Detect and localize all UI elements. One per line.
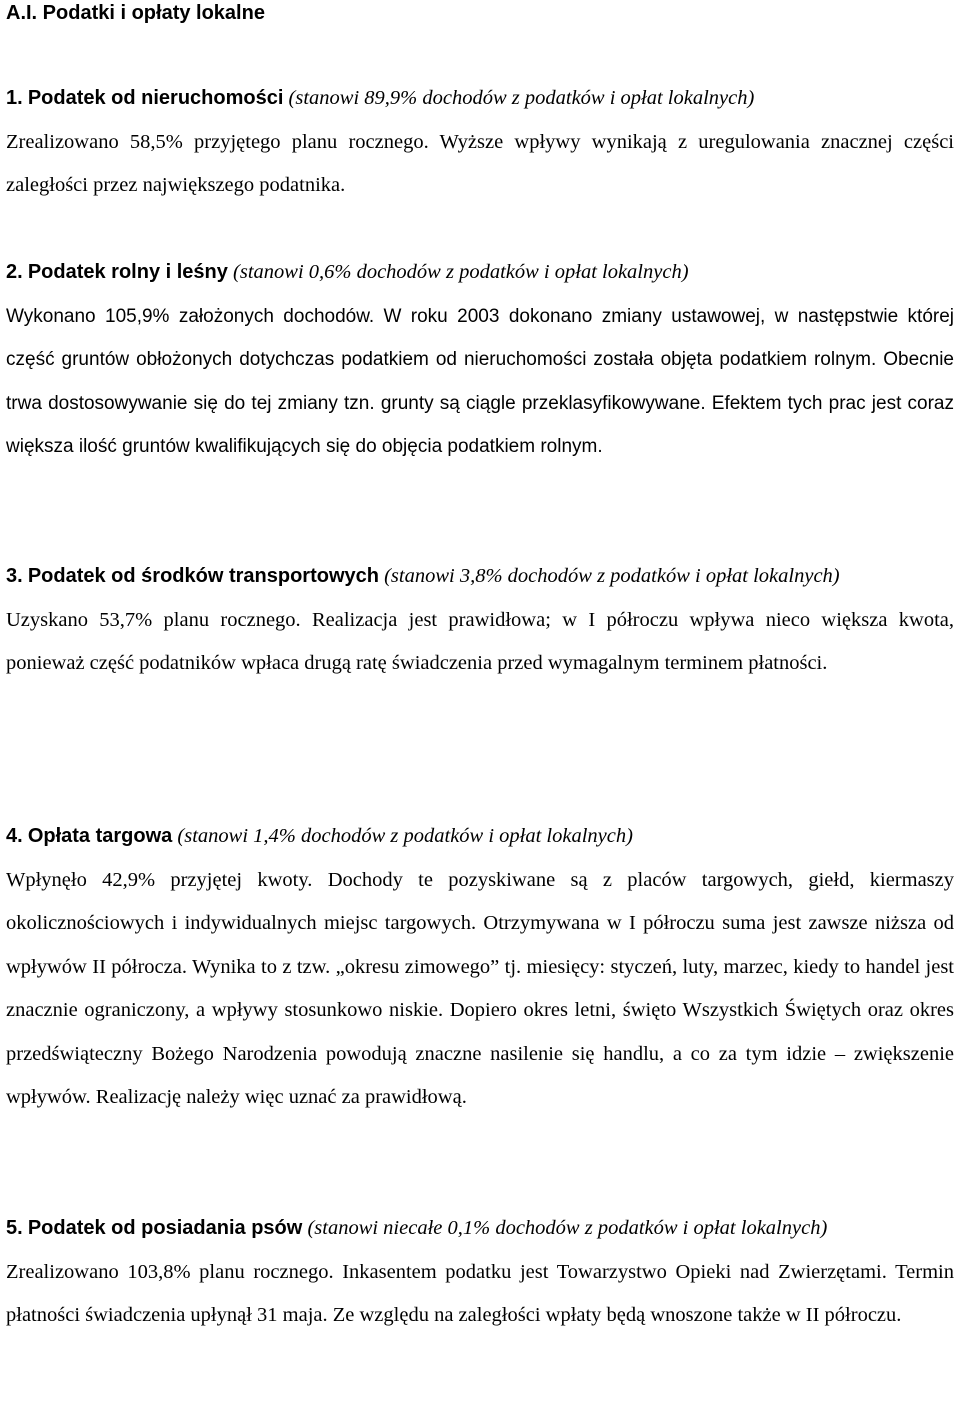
section-number: 3. bbox=[6, 565, 23, 587]
section-title bbox=[6, 815, 954, 859]
section-agricultural-forest-tax bbox=[6, 251, 954, 469]
section-body bbox=[6, 295, 954, 469]
section-name: Opłata targowa bbox=[27, 825, 173, 847]
section-body: Uzyskano 53,7% planu rocznego. Realizacja jest prawidłowa; w I półroczu wpływa nieco większa kwota, ponieważ część podatników wpłaca drugą ratę świadczenia przed wymagalnym terminem płatności. bbox=[6, 608, 954, 674]
section-name: Podatek od posiadania psów bbox=[27, 1217, 303, 1239]
section-name: Podatek rolny i leśny bbox=[27, 261, 228, 283]
section-name: Podatek od nieruchomości bbox=[27, 87, 284, 109]
section-number: 2. bbox=[6, 261, 23, 283]
section-body: Wpłynęło 42,9% przyjętej kwoty. Dochody te pozyskiwane są z placów targowych, giełd, kiermaszy okolicznościowych i indywidualnych miejsc targowych. Otrzymywana w I półroczu suma jest zawsze niższa od wpływów II półrocza. Wynika to z tzw. „okresu zimowego” tj. miesięcy: styczeń, luty, marzec, kiedy to handel jest znacznie ograniczony, a wpływy stosunkowo niskie. Dopiero okres letni, święto Wszystkich Świętych oraz okres przedświąteczny Bożego Narodzenia powodują znaczne nasilenie się handlu, a co za tym idzie – zwiększenie wpływów. Realizację należy więc uznać za prawidłową. bbox=[6, 868, 954, 1108]
section-property-tax bbox=[6, 77, 954, 208]
section-name: Podatek od środków transportowych bbox=[27, 565, 379, 587]
section-title bbox=[6, 77, 954, 121]
section-title bbox=[6, 555, 954, 599]
section-note: (stanowi 3,8% dochodów z podatków i opłat lokalnych) bbox=[384, 565, 840, 587]
section-body: Zrealizowano 103,8% planu rocznego. Inkasentem podatku jest Towarzystwo Opieki nad Zwierzętami. Termin płatności świadczenia upłynął 31 maja. Ze względu na zaległości wpłaty będą wnoszone także w II półroczu. bbox=[6, 1260, 954, 1326]
section-dog-tax bbox=[6, 1207, 954, 1338]
section-note: (stanowi 1,4% dochodów z podatków i opłat lokalnych) bbox=[177, 825, 633, 847]
section-note: (stanowi 0,6% dochodów z podatków i opłat lokalnych) bbox=[233, 261, 689, 283]
section-note: (stanowi 89,9% dochodów z podatków i opłat lokalnych) bbox=[288, 87, 755, 109]
section-title bbox=[6, 251, 954, 295]
section-body-rest: W roku 2003 dokonano zmiany ustawowej, w następstwie której część gruntów obłożonych dotychczas podatkiem od nieruchomości została objęta podatkiem rolnym. Obecnie trwa dostosowywanie się do tej zmiany tzn. grunty są ciągle przeklasyfikowywane. Efektem tych prac jest coraz większa ilość gruntów kwalifikujących się do objęcia podatkiem rolnym. bbox=[6, 305, 954, 457]
section-body-lead: Wykonano 105,9% założonych dochodów. bbox=[6, 305, 375, 327]
section-note: (stanowi niecałe 0,1% dochodów z podatków i opłat lokalnych) bbox=[307, 1217, 828, 1239]
document-heading: A.I. Podatki i opłaty lokalne bbox=[6, 2, 265, 24]
section-number: 4. bbox=[6, 825, 23, 847]
section-title bbox=[6, 1207, 954, 1251]
section-number: 5. bbox=[6, 1217, 23, 1239]
section-number: 1. bbox=[6, 87, 23, 109]
section-vehicle-tax bbox=[6, 555, 954, 686]
section-market-fee bbox=[6, 815, 954, 1120]
section-body: Zrealizowano 58,5% przyjętego planu rocznego. Wyższe wpływy wynikają z uregulowania znacznej części zaległości przez największego podatnika. bbox=[6, 130, 954, 196]
